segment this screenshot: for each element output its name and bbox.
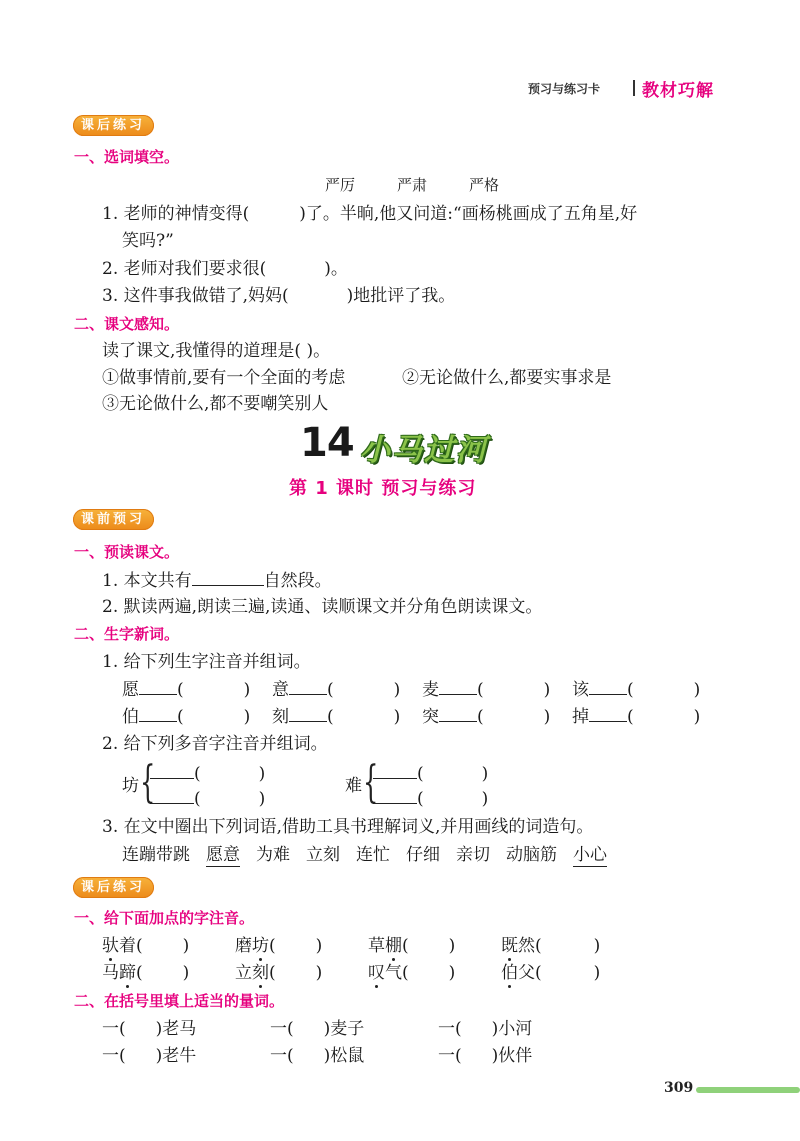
text: 松鼠 bbox=[330, 1046, 365, 1066]
text: 2. 老师对我们要求很( bbox=[102, 259, 267, 279]
char-entry: 麦 ( ) bbox=[422, 680, 551, 700]
section-title-new-words: 二、生字新词。 bbox=[74, 625, 180, 643]
char: 父 bbox=[518, 963, 535, 983]
section-title-pinyin: 一、给下面加点的字注音。 bbox=[74, 909, 255, 927]
dotted-word: 既然( ) bbox=[501, 936, 601, 956]
text: 老马 bbox=[162, 1019, 197, 1039]
answer-blank[interactable] bbox=[192, 569, 264, 586]
word: 连蹦带跳 bbox=[122, 845, 190, 865]
pinyin-blank[interactable] bbox=[139, 678, 177, 695]
char-entry: 该 ( ) bbox=[572, 680, 701, 700]
dotted-char: 刻 bbox=[252, 963, 269, 983]
pinyin-blank[interactable] bbox=[150, 762, 194, 779]
page-decor-bar bbox=[696, 1087, 800, 1093]
char-entry: 伯 ( ) bbox=[122, 707, 251, 727]
char: 刻 bbox=[272, 707, 289, 727]
dotted-word: 立刻( ) bbox=[235, 963, 323, 983]
section-title-measure-words: 二、在括号里填上适当的量词。 bbox=[74, 992, 285, 1010]
pinyin-blank[interactable] bbox=[589, 705, 627, 722]
text: 3. 这件事我做错了,妈妈( bbox=[102, 286, 289, 306]
char-entry: 刻 ( ) bbox=[272, 707, 401, 727]
dotted-char: 驮 bbox=[102, 936, 119, 956]
lesson-title: 小马过河 bbox=[360, 433, 488, 468]
poly-entry: ( ) bbox=[150, 787, 265, 810]
word: 立刻 bbox=[306, 845, 340, 865]
measure-item: 一( )老牛 bbox=[102, 1046, 197, 1066]
word-underlined: 愿意 bbox=[206, 845, 240, 865]
word-option: 严肃 bbox=[397, 176, 428, 194]
pinyin-blank[interactable] bbox=[373, 787, 417, 804]
char: 意 bbox=[272, 680, 289, 700]
pinyin-blank[interactable] bbox=[289, 705, 327, 722]
text: 老牛 bbox=[162, 1046, 197, 1066]
char: 突 bbox=[422, 707, 439, 727]
text: 1. 老师的神情变得( bbox=[102, 204, 250, 224]
char: 气 bbox=[385, 963, 402, 983]
dotted-char: 棚 bbox=[385, 936, 402, 956]
after-class-badge: 课后练习 bbox=[73, 115, 154, 136]
char: 草 bbox=[368, 936, 385, 956]
text: 一( bbox=[270, 1046, 294, 1066]
dotted-char: 蹄 bbox=[119, 963, 136, 983]
dotted-word: 叹气( ) bbox=[368, 963, 456, 983]
poly-char: 坊 bbox=[122, 776, 139, 796]
word-underlined: 小心 bbox=[573, 845, 607, 865]
lesson-subtitle: 第 1 课时 预习与练习 bbox=[289, 478, 477, 499]
char: 磨 bbox=[235, 936, 252, 956]
pinyin-blank[interactable] bbox=[439, 678, 477, 695]
measure-item: 一( )老马 bbox=[102, 1019, 197, 1039]
new-words-sub3: 3. 在文中圈出下列词语,借助工具书理解词义,并用画线的词造句。 bbox=[102, 817, 594, 837]
measure-item: 一( )伙伴 bbox=[438, 1046, 533, 1066]
text: 1. 本文共有 bbox=[102, 571, 192, 591]
pinyin-blank[interactable] bbox=[439, 705, 477, 722]
poly-entry: ( ) bbox=[150, 762, 265, 785]
char-entry: 意 ( ) bbox=[272, 680, 401, 700]
option-3: ③无论做什么,都不要嘲笑别人 bbox=[102, 394, 329, 414]
char: 该 bbox=[572, 680, 589, 700]
header-section-label: 预习与练习卡 bbox=[528, 82, 601, 96]
poly-entry: ( ) bbox=[373, 787, 488, 810]
word: 连忙 bbox=[356, 845, 390, 865]
preread-item-2: 2. 默读两遍,朗读三遍,读通、读顺课文并分角色朗读课文。 bbox=[102, 597, 543, 617]
word: 仔细 bbox=[406, 845, 440, 865]
char-entry: 突 ( ) bbox=[422, 707, 551, 727]
section-title-preread: 一、预读课文。 bbox=[74, 543, 180, 561]
text: 一( bbox=[102, 1019, 126, 1039]
pinyin-blank[interactable] bbox=[289, 678, 327, 695]
page-number: 309 bbox=[664, 1080, 694, 1096]
dotted-char: 既 bbox=[501, 936, 518, 956]
new-words-sub2: 2. 给下列多音字注音并组词。 bbox=[102, 734, 328, 754]
text: 一( bbox=[102, 1046, 126, 1066]
dotted-char: 叹 bbox=[368, 963, 385, 983]
text: )了。半晌,他又问道:“画杨桃画成了五角星,好 bbox=[299, 204, 638, 224]
text: 伙伴 bbox=[498, 1046, 533, 1066]
char: 立 bbox=[235, 963, 252, 983]
pinyin-blank[interactable] bbox=[373, 762, 417, 779]
lesson-number: 14 bbox=[300, 420, 354, 466]
poly-entry: ( ) bbox=[373, 762, 488, 785]
dotted-word: 伯父( ) bbox=[501, 963, 601, 983]
pinyin-blank[interactable] bbox=[139, 705, 177, 722]
brace-icon: { bbox=[140, 757, 156, 808]
text: )。 bbox=[324, 259, 348, 279]
dotted-char: 坊 bbox=[252, 936, 269, 956]
poly-char: 难 bbox=[345, 776, 362, 796]
question-item-2 bbox=[102, 258, 348, 280]
after-class-badge: 课后练习 bbox=[73, 877, 154, 898]
char: 愿 bbox=[122, 680, 139, 700]
measure-item: 一( )松鼠 bbox=[270, 1046, 365, 1066]
header-title: 教材巧解 bbox=[642, 81, 714, 101]
comprehension-stem: 读了课文,我懂得的道理是( )。 bbox=[102, 341, 331, 361]
pre-class-badge: 课前预习 bbox=[73, 509, 154, 530]
char: 马 bbox=[102, 963, 119, 983]
word: 亲切 bbox=[456, 845, 490, 865]
section-title-comprehension: 二、课文感知。 bbox=[74, 315, 180, 333]
char: 然 bbox=[518, 936, 535, 956]
text: )地批评了我。 bbox=[346, 286, 456, 306]
char-entry: 愿 ( ) bbox=[122, 680, 251, 700]
preread-item-1 bbox=[102, 569, 332, 592]
dotted-word: 磨坊( ) bbox=[235, 936, 323, 956]
word: 动脑筋 bbox=[506, 845, 557, 865]
char-entry: 掉 ( ) bbox=[572, 707, 701, 727]
char: 麦 bbox=[422, 680, 439, 700]
text: 小河 bbox=[498, 1019, 533, 1039]
header-divider bbox=[633, 80, 635, 96]
text: 一( bbox=[438, 1019, 462, 1039]
option-1: ①做事情前,要有一个全面的考虑 bbox=[102, 368, 346, 388]
section-title-fill-words: 一、选词填空。 bbox=[74, 148, 180, 166]
text: 一( bbox=[270, 1019, 294, 1039]
measure-item: 一( )麦子 bbox=[270, 1019, 365, 1039]
word-option: 严厉 bbox=[325, 176, 356, 194]
question-item-1-cont: 笑吗?” bbox=[122, 231, 174, 251]
measure-item: 一( )小河 bbox=[438, 1019, 533, 1039]
brace-icon: { bbox=[363, 757, 379, 808]
pinyin-blank[interactable] bbox=[150, 787, 194, 804]
question-item-1 bbox=[102, 203, 637, 225]
text: 麦子 bbox=[330, 1019, 365, 1039]
dotted-word: 草棚( ) bbox=[368, 936, 456, 956]
char: 伯 bbox=[122, 707, 139, 727]
word-option: 严格 bbox=[469, 176, 500, 194]
dotted-word: 马蹄( ) bbox=[102, 963, 190, 983]
dotted-char: 伯 bbox=[501, 963, 518, 983]
dotted-word: 驮着( ) bbox=[102, 936, 190, 956]
pinyin-blank[interactable] bbox=[589, 678, 627, 695]
option-2: ②无论做什么,都要实事求是 bbox=[402, 368, 612, 388]
word-list bbox=[122, 844, 607, 866]
question-item-3 bbox=[102, 285, 455, 307]
char: 掉 bbox=[572, 707, 589, 727]
new-words-sub1: 1. 给下列生字注音并组词。 bbox=[102, 652, 311, 672]
text: 一( bbox=[438, 1046, 462, 1066]
word: 为难 bbox=[256, 845, 290, 865]
char: 着 bbox=[119, 936, 136, 956]
text: 自然段。 bbox=[263, 571, 332, 591]
